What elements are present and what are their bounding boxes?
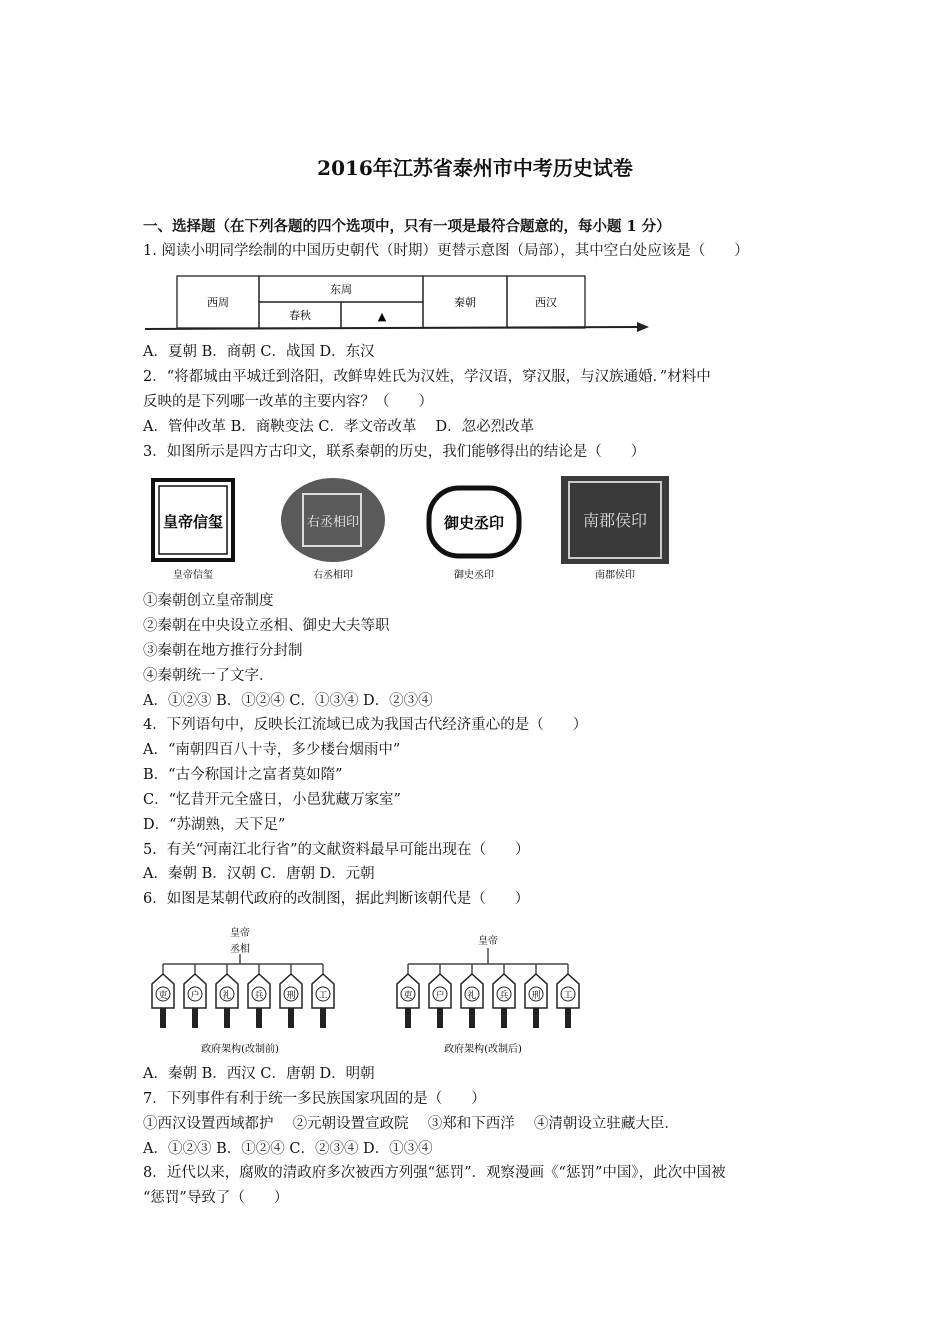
q6-left-ministry-label: 礼 (222, 991, 232, 1001)
q6-right-ministry-label: 户 (435, 991, 445, 1001)
q3-item-3: ③秦朝在地方推行分封制 (143, 643, 303, 659)
seal-1 (153, 480, 233, 581)
seal-3-caption: 御史丞印 (454, 570, 494, 581)
q3-item-4: ④秦朝统一了文字． (143, 668, 274, 684)
section-heading: 一、选择题（在下列各题的四个选项中，只有一项是最符合题意的，每小题 1 分） (143, 218, 671, 235)
q6-right-caption: 政府架构(改制后) (444, 1044, 522, 1055)
q6-left-chancellor: 丞相 (230, 944, 250, 955)
seal-4 (561, 476, 669, 581)
timeline-dongzhou: 东周 (330, 283, 352, 296)
q8-stem-2: “惩罚”导致了（ ） (143, 1190, 289, 1206)
seal-2 (281, 478, 385, 581)
seal-1-glyphs: 皇帝信玺 (162, 513, 224, 531)
seal-4-glyphs: 南郡侯印 (582, 511, 648, 530)
q1-stem: 1. 阅读小明同学绘制的中国历史朝代（时期）更替示意图（局部），其中空白处应该是（ ） (143, 243, 749, 259)
timeline-xihan: 西汉 (535, 296, 557, 309)
q6-right-ministry-label: 礼 (467, 991, 477, 1001)
seal-1-caption: 皇帝信玺 (173, 570, 213, 581)
page-title: 2016年江苏省泰州市中考历史试卷 (317, 156, 633, 180)
q7-options: A．①②③ B．①②④ C．②③④ D．①③④ (143, 1141, 433, 1157)
q7-items: ①西汉设置西域都护 ②元朝设置宣政院 ③郑和下西洋 ④清朝设立驻藏大臣． (143, 1116, 679, 1132)
q1-timeline-diagram (143, 268, 653, 338)
q6-left-ministry-label: 刑 (286, 991, 296, 1001)
q6-left-caption: 政府架构(改制前) (201, 1044, 279, 1055)
q6-right-ministry-label: 工 (563, 991, 573, 1001)
q8-stem-1: 8．近代以来，腐败的清政府多次被西方列强“惩罚”．观察漫画《“惩罚”中国》，此次中国被 (143, 1165, 726, 1181)
seal-3-glyphs: 御史丞印 (443, 514, 505, 532)
q2-stem-2: 反映的是下列哪一改革的主要内容？（ ） (143, 394, 433, 410)
q6-right-ministry-label: 刑 (531, 991, 541, 1001)
q4-stem: 4．下列语句中，反映长江流域已成为我国古代经济重心的是（ ） (143, 717, 588, 733)
q6-reform-diagram (143, 922, 593, 1057)
timeline-qin: 秦朝 (454, 296, 476, 309)
q4-option-a: A．“南朝四百八十寺，多少楼台烟雨中” (143, 742, 401, 758)
q6-right-ministry-label: 兵 (499, 991, 509, 1001)
seal-3 (429, 488, 519, 581)
q3-item-2: ②秦朝在中央设立丞相、御史大夫等职 (143, 618, 390, 634)
q4-option-b: B．“古今称国计之富者莫如隋” (143, 767, 343, 783)
timeline-blank: ▲ (377, 310, 387, 323)
q5-options: A．秦朝 B．汉朝 C．唐朝 D．元朝 (143, 866, 375, 882)
q6-options: A．秦朝 B．西汉 C．唐朝 D．明朝 (143, 1066, 375, 1082)
q1-options: A．夏朝 B．商朝 C．战国 D．东汉 (143, 344, 375, 360)
q3-options: A．①②③ B．①②④ C．①③④ D．②③④ (143, 693, 433, 709)
q3-item-1: ①秦朝创立皇帝制度 (143, 593, 274, 609)
q6-stem: 6．如图是某朝代政府的改制图，据此判断该朝代是（ ） (143, 891, 530, 907)
q6-left-ministry-label: 工 (318, 991, 328, 1001)
q7-stem: 7．下列事件有利于统一多民族国家巩固的是（ ） (143, 1091, 486, 1107)
q6-right-ministry-label: 吏 (403, 991, 413, 1001)
timeline-xizhou: 西周 (207, 296, 229, 309)
seal-2-caption: 右丞相印 (313, 570, 353, 581)
timeline-chunqiu: 春秋 (289, 309, 311, 322)
q2-options: A．管仲改革 B．商鞅变法 C．孝文帝改革 D．忽必烈改革 (143, 419, 535, 435)
seal-2-glyphs: 右丞相印 (306, 515, 360, 530)
q5-stem: 5．有关“河南江北行省”的文献资料最早可能出现在（ ） (143, 842, 530, 858)
q4-option-c: C．“忆昔开元全盛日，小邑犹藏万家室” (143, 792, 401, 808)
q4-option-d: D．“苏湖熟，天下足” (143, 817, 286, 833)
q6-left-ministry-label: 兵 (254, 991, 264, 1001)
q6-right-emperor: 皇帝 (478, 936, 498, 947)
q6-left-emperor: 皇帝 (230, 928, 250, 939)
q6-left-ministry-label: 户 (190, 991, 200, 1001)
seal-4-caption: 南郡侯印 (595, 570, 635, 581)
q3-seals-figure (143, 470, 683, 588)
q3-stem: 3．如图所示是四方古印文，联系秦朝的历史，我们能够得出的结论是（ ） (143, 444, 646, 460)
q6-left-ministry-label: 吏 (158, 991, 168, 1001)
q2-stem-1: 2．“将都城由平城迁到洛阳，改鲜卑姓氏为汉姓，学汉语，穿汉服，与汉族通婚．”材料中 (143, 369, 711, 385)
